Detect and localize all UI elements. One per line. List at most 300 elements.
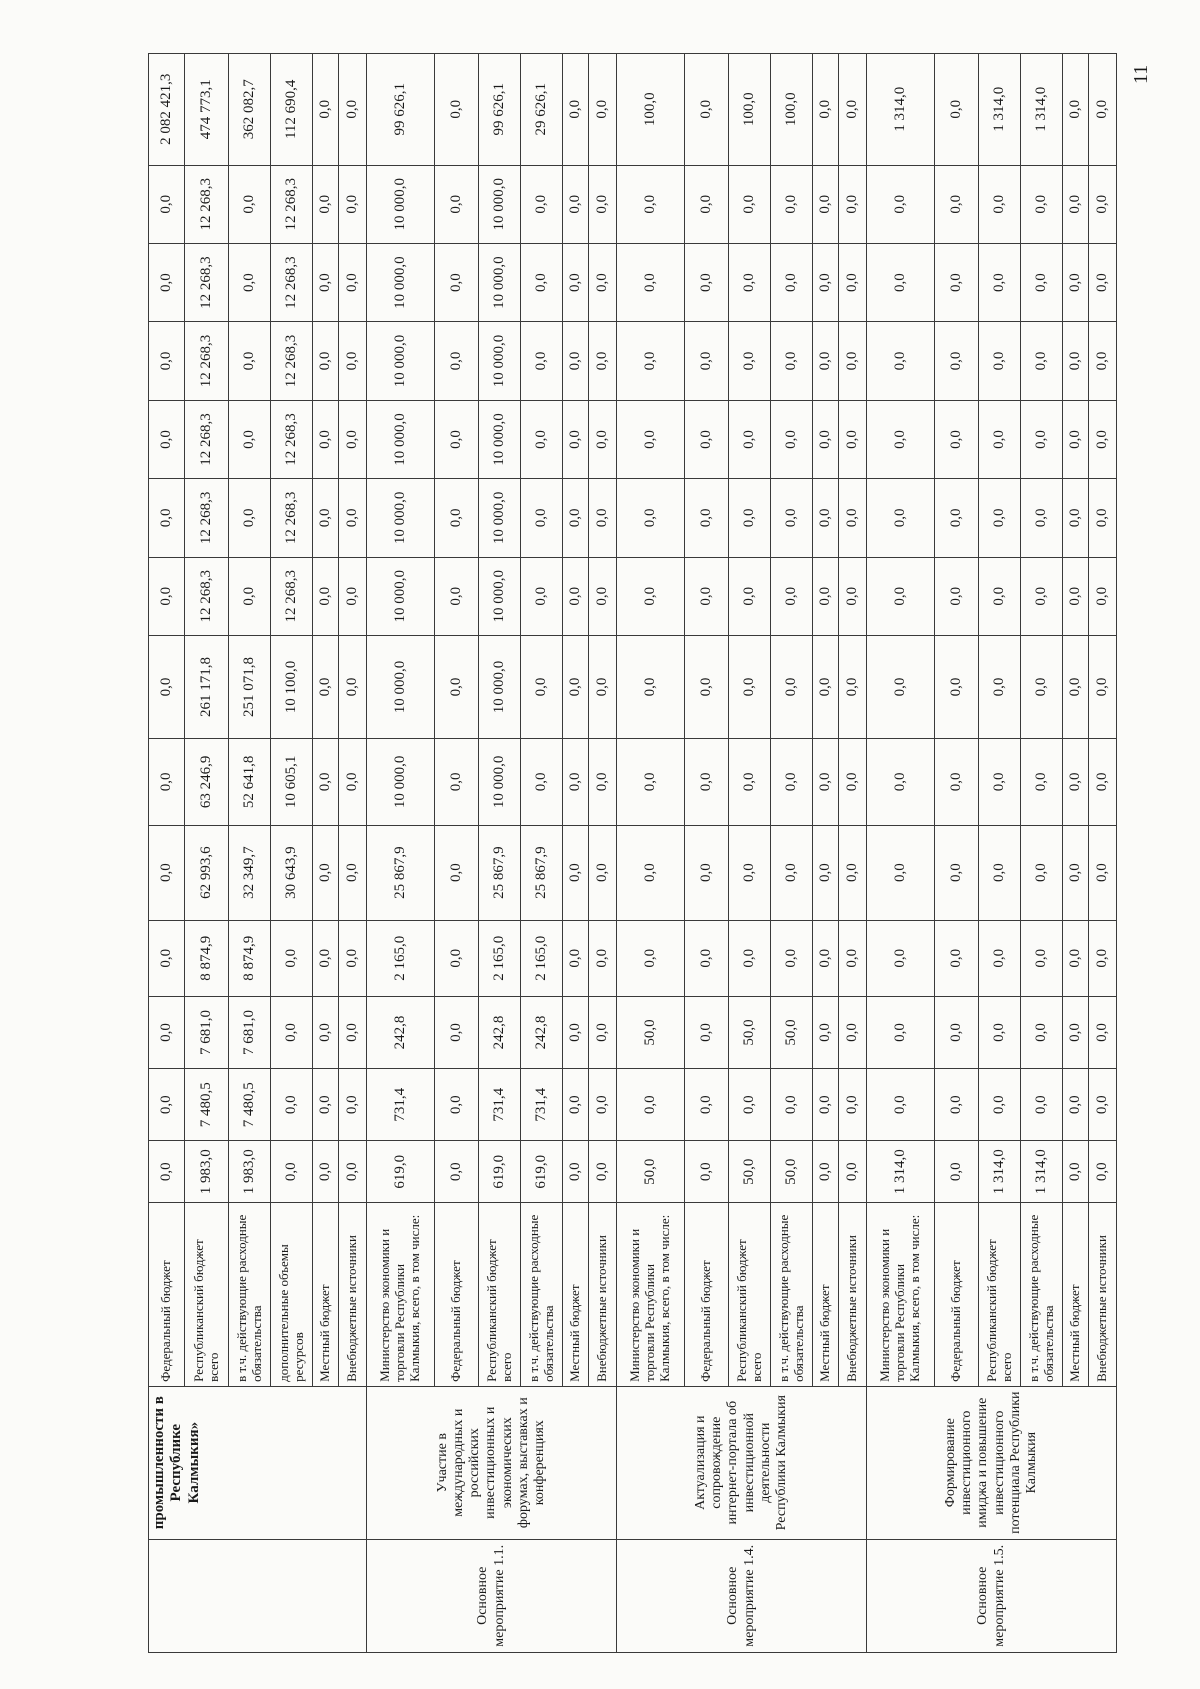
value-cell: 0,0 [435, 1141, 479, 1203]
funding-source-cell: в т.ч. действующие расходные обязательства [1021, 1203, 1063, 1387]
value-cell: 0,0 [1063, 479, 1089, 557]
table-row [367, 54, 435, 1653]
value-cell: 0,0 [435, 825, 479, 920]
value-cell: 0,0 [867, 825, 935, 920]
value-cell: 0,0 [771, 1069, 813, 1141]
value-cell: 0,0 [1021, 400, 1063, 478]
value-cell: 0,0 [149, 996, 185, 1068]
value-cell: 0,0 [1021, 243, 1063, 321]
budget-table [148, 53, 1117, 1653]
value-cell: 0,0 [979, 635, 1021, 738]
value-cell: 0,0 [867, 996, 935, 1068]
value-cell: 0,0 [339, 635, 367, 738]
total-value-cell: 0,0 [935, 54, 979, 166]
value-cell: 0,0 [339, 400, 367, 478]
value-cell: 0,0 [867, 635, 935, 738]
value-cell: 0,0 [1021, 479, 1063, 557]
value-cell: 0,0 [229, 557, 271, 635]
value-cell: 0,0 [771, 557, 813, 635]
total-value-cell: 0,0 [1089, 54, 1117, 166]
value-cell: 0,0 [685, 557, 729, 635]
value-cell: 0,0 [935, 400, 979, 478]
value-cell: 0,0 [729, 479, 771, 557]
value-cell: 2 165,0 [479, 920, 521, 996]
value-cell: 0,0 [1021, 322, 1063, 400]
total-value-cell: 362 082,7 [229, 54, 271, 166]
value-cell: 0,0 [771, 920, 813, 996]
value-cell: 731,4 [367, 1069, 435, 1141]
value-cell: 0,0 [813, 996, 839, 1068]
total-value-cell: 0,0 [313, 54, 339, 166]
value-cell: 0,0 [729, 739, 771, 826]
value-cell: 0,0 [1063, 1141, 1089, 1203]
value-cell: 10 000,0 [367, 322, 435, 400]
value-cell: 0,0 [435, 557, 479, 635]
value-cell: 0,0 [1089, 920, 1117, 996]
funding-source-cell: Местный бюджет [1063, 1203, 1089, 1387]
value-cell: 0,0 [563, 479, 589, 557]
value-cell: 0,0 [435, 920, 479, 996]
value-cell: 0,0 [685, 996, 729, 1068]
value-cell: 0,0 [1089, 825, 1117, 920]
value-cell: 12 268,3 [185, 243, 229, 321]
funding-source-cell: Республиканский бюджет всего [979, 1203, 1021, 1387]
value-cell: 0,0 [839, 479, 867, 557]
value-cell: 0,0 [589, 479, 617, 557]
value-cell: 50,0 [729, 996, 771, 1068]
value-cell: 0,0 [313, 165, 339, 243]
value-cell: 0,0 [149, 920, 185, 996]
value-cell: 242,8 [521, 996, 563, 1068]
value-cell: 0,0 [729, 825, 771, 920]
total-value-cell: 474 773,1 [185, 54, 229, 166]
value-cell: 10 000,0 [479, 557, 521, 635]
table-row [867, 54, 935, 1653]
value-cell: 0,0 [979, 400, 1021, 478]
value-cell: 0,0 [339, 243, 367, 321]
value-cell: 0,0 [563, 920, 589, 996]
event-label-cell: Основное мероприятие 1.1. [367, 1539, 617, 1652]
value-cell: 0,0 [685, 322, 729, 400]
value-cell: 0,0 [813, 557, 839, 635]
value-cell: 0,0 [813, 920, 839, 996]
value-cell: 0,0 [339, 1141, 367, 1203]
value-cell: 0,0 [867, 557, 935, 635]
value-cell: 0,0 [229, 243, 271, 321]
value-cell: 10 000,0 [367, 165, 435, 243]
funding-source-cell: Министерство экономики и торговли Республики Калмыкия, всего, в том числе: [617, 1203, 685, 1387]
funding-source-cell: Республиканский бюджет всего [185, 1203, 229, 1387]
value-cell: 0,0 [979, 322, 1021, 400]
funding-source-cell: Местный бюджет [813, 1203, 839, 1387]
value-cell: 12 268,3 [185, 400, 229, 478]
event-label-cell [149, 1539, 367, 1652]
value-cell: 0,0 [979, 920, 1021, 996]
value-cell: 0,0 [563, 322, 589, 400]
value-cell: 50,0 [729, 1141, 771, 1203]
total-value-cell: 0,0 [685, 54, 729, 166]
value-cell: 12 268,3 [185, 479, 229, 557]
value-cell: 0,0 [935, 557, 979, 635]
total-value-cell: 0,0 [435, 54, 479, 166]
value-cell: 10 000,0 [479, 739, 521, 826]
value-cell: 0,0 [1021, 1069, 1063, 1141]
value-cell: 10 000,0 [479, 243, 521, 321]
value-cell: 12 268,3 [185, 322, 229, 400]
value-cell: 0,0 [313, 996, 339, 1068]
value-cell: 0,0 [839, 1141, 867, 1203]
value-cell: 0,0 [1089, 739, 1117, 826]
value-cell: 10 000,0 [367, 400, 435, 478]
value-cell: 261 171,8 [185, 635, 229, 738]
value-cell: 10 000,0 [367, 243, 435, 321]
value-cell: 12 268,3 [271, 165, 313, 243]
value-cell: 1 983,0 [185, 1141, 229, 1203]
value-cell: 10 000,0 [367, 479, 435, 557]
value-cell: 0,0 [589, 322, 617, 400]
value-cell: 0,0 [839, 165, 867, 243]
value-cell: 30 643,9 [271, 825, 313, 920]
total-value-cell: 0,0 [813, 54, 839, 166]
value-cell: 10 000,0 [479, 322, 521, 400]
value-cell: 0,0 [435, 165, 479, 243]
value-cell: 0,0 [771, 479, 813, 557]
value-cell: 0,0 [617, 479, 685, 557]
funding-source-cell: Федеральный бюджет [435, 1203, 479, 1387]
value-cell: 0,0 [685, 243, 729, 321]
value-cell: 0,0 [979, 825, 1021, 920]
value-cell: 0,0 [729, 322, 771, 400]
value-cell: 0,0 [771, 400, 813, 478]
value-cell: 0,0 [313, 322, 339, 400]
value-cell: 0,0 [149, 322, 185, 400]
value-cell: 0,0 [521, 322, 563, 400]
total-value-cell: 112 690,4 [271, 54, 313, 166]
value-cell: 0,0 [271, 1069, 313, 1141]
value-cell: 0,0 [685, 739, 729, 826]
value-cell: 7 681,0 [229, 996, 271, 1068]
funding-source-cell: дополнительные объемы ресурсов [271, 1203, 313, 1387]
value-cell: 2 165,0 [367, 920, 435, 996]
total-value-cell: 1 314,0 [1021, 54, 1063, 166]
value-cell: 0,0 [935, 1141, 979, 1203]
value-cell: 25 867,9 [521, 825, 563, 920]
value-cell: 731,4 [521, 1069, 563, 1141]
value-cell: 12 268,3 [271, 243, 313, 321]
value-cell: 0,0 [521, 635, 563, 738]
value-cell: 0,0 [685, 165, 729, 243]
value-cell: 0,0 [1063, 920, 1089, 996]
total-value-cell: 100,0 [771, 54, 813, 166]
value-cell: 0,0 [771, 825, 813, 920]
value-cell: 0,0 [1063, 243, 1089, 321]
value-cell: 0,0 [979, 479, 1021, 557]
value-cell: 0,0 [867, 479, 935, 557]
value-cell: 0,0 [729, 243, 771, 321]
value-cell: 0,0 [839, 322, 867, 400]
value-cell: 0,0 [563, 1069, 589, 1141]
value-cell: 0,0 [729, 557, 771, 635]
page-number: 11 [1130, 64, 1152, 84]
value-cell: 0,0 [685, 825, 729, 920]
value-cell: 0,0 [771, 165, 813, 243]
value-cell: 0,0 [813, 825, 839, 920]
value-cell: 0,0 [1089, 165, 1117, 243]
total-value-cell: 2 082 421,3 [149, 54, 185, 166]
value-cell: 0,0 [729, 920, 771, 996]
value-cell: 50,0 [771, 1141, 813, 1203]
value-cell: 0,0 [521, 479, 563, 557]
value-cell: 0,0 [149, 1141, 185, 1203]
value-cell: 0,0 [1021, 635, 1063, 738]
value-cell: 1 983,0 [229, 1141, 271, 1203]
value-cell: 2 165,0 [521, 920, 563, 996]
value-cell: 0,0 [1089, 557, 1117, 635]
value-cell: 251 071,8 [229, 635, 271, 738]
value-cell: 0,0 [1021, 557, 1063, 635]
funding-source-cell: Министерство экономики и торговли Республики Калмыкия, всего, в том числе: [367, 1203, 435, 1387]
value-cell: 0,0 [813, 1069, 839, 1141]
value-cell: 0,0 [589, 825, 617, 920]
value-cell: 242,8 [479, 996, 521, 1068]
total-value-cell: 29 626,1 [521, 54, 563, 166]
value-cell: 0,0 [313, 635, 339, 738]
event-name-cell: Участие в международных и российских инвестиционных и экономических форумах, выставках и конференциях [367, 1386, 617, 1539]
value-cell: 0,0 [1089, 996, 1117, 1068]
value-cell: 0,0 [1063, 635, 1089, 738]
funding-source-cell: Внебюджетные источники [589, 1203, 617, 1387]
value-cell: 0,0 [839, 996, 867, 1068]
value-cell: 0,0 [589, 1141, 617, 1203]
value-cell: 10 000,0 [479, 400, 521, 478]
value-cell: 12 268,3 [185, 557, 229, 635]
value-cell: 8 874,9 [185, 920, 229, 996]
value-cell: 619,0 [479, 1141, 521, 1203]
value-cell: 0,0 [435, 635, 479, 738]
value-cell: 0,0 [839, 243, 867, 321]
value-cell: 12 268,3 [271, 479, 313, 557]
value-cell: 0,0 [563, 557, 589, 635]
value-cell: 0,0 [435, 996, 479, 1068]
value-cell: 0,0 [1089, 479, 1117, 557]
value-cell: 0,0 [149, 635, 185, 738]
funding-source-cell: в т.ч. действующие расходные обязательства [229, 1203, 271, 1387]
value-cell: 0,0 [771, 243, 813, 321]
value-cell: 0,0 [813, 635, 839, 738]
funding-source-cell: Республиканский бюджет всего [479, 1203, 521, 1387]
value-cell: 0,0 [149, 825, 185, 920]
value-cell: 0,0 [771, 635, 813, 738]
value-cell: 0,0 [935, 739, 979, 826]
value-cell: 0,0 [729, 400, 771, 478]
value-cell: 0,0 [313, 1069, 339, 1141]
value-cell: 0,0 [521, 165, 563, 243]
value-cell: 0,0 [313, 825, 339, 920]
value-cell: 0,0 [813, 322, 839, 400]
value-cell: 1 314,0 [979, 1141, 1021, 1203]
event-label-cell: Основное мероприятие 1.5. [867, 1539, 1117, 1652]
value-cell: 0,0 [563, 400, 589, 478]
value-cell: 50,0 [771, 996, 813, 1068]
value-cell: 0,0 [339, 322, 367, 400]
value-cell: 0,0 [313, 400, 339, 478]
funding-source-cell: Внебюджетные источники [839, 1203, 867, 1387]
total-value-cell: 100,0 [617, 54, 685, 166]
value-cell: 7 681,0 [185, 996, 229, 1068]
value-cell: 0,0 [1021, 996, 1063, 1068]
value-cell: 0,0 [867, 165, 935, 243]
value-cell: 10 000,0 [479, 165, 521, 243]
value-cell: 0,0 [229, 479, 271, 557]
value-cell: 0,0 [979, 165, 1021, 243]
value-cell: 0,0 [313, 739, 339, 826]
value-cell: 0,0 [339, 739, 367, 826]
value-cell: 0,0 [979, 739, 1021, 826]
value-cell: 0,0 [1063, 825, 1089, 920]
value-cell: 0,0 [435, 322, 479, 400]
value-cell: 0,0 [339, 557, 367, 635]
value-cell: 0,0 [813, 165, 839, 243]
funding-source-cell: Республиканский бюджет всего [729, 1203, 771, 1387]
value-cell: 0,0 [685, 479, 729, 557]
value-cell: 0,0 [617, 635, 685, 738]
value-cell: 0,0 [771, 322, 813, 400]
table-row [617, 54, 685, 1653]
value-cell: 0,0 [589, 635, 617, 738]
value-cell: 0,0 [1021, 920, 1063, 996]
value-cell: 0,0 [339, 479, 367, 557]
funding-source-cell: Федеральный бюджет [149, 1203, 185, 1387]
value-cell: 0,0 [839, 920, 867, 996]
value-cell: 0,0 [813, 243, 839, 321]
value-cell: 0,0 [839, 635, 867, 738]
value-cell: 0,0 [1089, 322, 1117, 400]
event-label-cell: Основное мероприятие 1.4. [617, 1539, 867, 1652]
value-cell: 12 268,3 [271, 322, 313, 400]
value-cell: 0,0 [729, 635, 771, 738]
total-value-cell: 1 314,0 [867, 54, 935, 166]
value-cell: 0,0 [1063, 165, 1089, 243]
value-cell: 0,0 [867, 920, 935, 996]
value-cell: 0,0 [771, 739, 813, 826]
table-body [149, 54, 1117, 1653]
value-cell: 0,0 [839, 825, 867, 920]
value-cell: 0,0 [589, 243, 617, 321]
total-value-cell: 99 626,1 [479, 54, 521, 166]
value-cell: 0,0 [685, 1069, 729, 1141]
value-cell: 0,0 [979, 996, 1021, 1068]
value-cell: 0,0 [271, 920, 313, 996]
value-cell: 50,0 [617, 996, 685, 1068]
value-cell: 0,0 [589, 557, 617, 635]
value-cell: 0,0 [339, 920, 367, 996]
value-cell: 0,0 [1063, 322, 1089, 400]
value-cell: 0,0 [813, 479, 839, 557]
value-cell: 0,0 [563, 635, 589, 738]
value-cell: 0,0 [521, 557, 563, 635]
value-cell: 0,0 [685, 920, 729, 996]
value-cell: 0,0 [617, 400, 685, 478]
value-cell: 62 993,6 [185, 825, 229, 920]
funding-source-cell: в т.ч. действующие расходные обязательства [521, 1203, 563, 1387]
value-cell: 25 867,9 [367, 825, 435, 920]
value-cell: 0,0 [589, 996, 617, 1068]
value-cell: 12 268,3 [271, 400, 313, 478]
value-cell: 0,0 [1063, 400, 1089, 478]
value-cell: 0,0 [435, 739, 479, 826]
value-cell: 0,0 [313, 479, 339, 557]
funding-source-cell: Федеральный бюджет [935, 1203, 979, 1387]
value-cell: 0,0 [867, 243, 935, 321]
table-row [149, 54, 185, 1653]
value-cell: 0,0 [563, 1141, 589, 1203]
value-cell: 0,0 [339, 1069, 367, 1141]
value-cell: 0,0 [1063, 996, 1089, 1068]
funding-source-cell: Внебюджетные источники [1089, 1203, 1117, 1387]
value-cell: 1 314,0 [867, 1141, 935, 1203]
value-cell: 0,0 [1089, 243, 1117, 321]
value-cell: 0,0 [617, 739, 685, 826]
value-cell: 0,0 [813, 1141, 839, 1203]
value-cell: 0,0 [313, 1141, 339, 1203]
value-cell: 0,0 [685, 635, 729, 738]
value-cell: 0,0 [589, 400, 617, 478]
value-cell: 0,0 [435, 400, 479, 478]
value-cell: 0,0 [617, 825, 685, 920]
value-cell: 0,0 [563, 165, 589, 243]
value-cell: 0,0 [979, 243, 1021, 321]
value-cell: 0,0 [1089, 400, 1117, 478]
value-cell: 52 641,8 [229, 739, 271, 826]
value-cell: 0,0 [521, 243, 563, 321]
value-cell: 10 605,1 [271, 739, 313, 826]
total-value-cell: 1 314,0 [979, 54, 1021, 166]
value-cell: 0,0 [935, 635, 979, 738]
value-cell: 0,0 [149, 1069, 185, 1141]
value-cell: 0,0 [617, 557, 685, 635]
value-cell: 8 874,9 [229, 920, 271, 996]
event-name-cell: промышленности в Республике Калмыкия» [149, 1386, 367, 1539]
value-cell: 0,0 [979, 1069, 1021, 1141]
total-value-cell: 99 626,1 [367, 54, 435, 166]
value-cell: 0,0 [935, 920, 979, 996]
value-cell: 0,0 [813, 739, 839, 826]
value-cell: 0,0 [839, 557, 867, 635]
value-cell: 731,4 [479, 1069, 521, 1141]
value-cell: 0,0 [867, 739, 935, 826]
funding-source-cell: Федеральный бюджет [685, 1203, 729, 1387]
value-cell: 0,0 [313, 557, 339, 635]
value-cell: 0,0 [1021, 825, 1063, 920]
total-value-cell: 0,0 [589, 54, 617, 166]
value-cell: 0,0 [1063, 739, 1089, 826]
value-cell: 0,0 [435, 1069, 479, 1141]
value-cell: 0,0 [867, 1069, 935, 1141]
value-cell: 0,0 [1021, 165, 1063, 243]
value-cell: 50,0 [617, 1141, 685, 1203]
value-cell: 0,0 [839, 1069, 867, 1141]
value-cell: 0,0 [589, 165, 617, 243]
value-cell: 0,0 [935, 996, 979, 1068]
value-cell: 619,0 [367, 1141, 435, 1203]
value-cell: 0,0 [685, 1141, 729, 1203]
value-cell: 0,0 [867, 400, 935, 478]
value-cell: 0,0 [149, 165, 185, 243]
value-cell: 0,0 [149, 557, 185, 635]
value-cell: 0,0 [867, 322, 935, 400]
value-cell: 0,0 [149, 739, 185, 826]
total-value-cell: 0,0 [1063, 54, 1089, 166]
